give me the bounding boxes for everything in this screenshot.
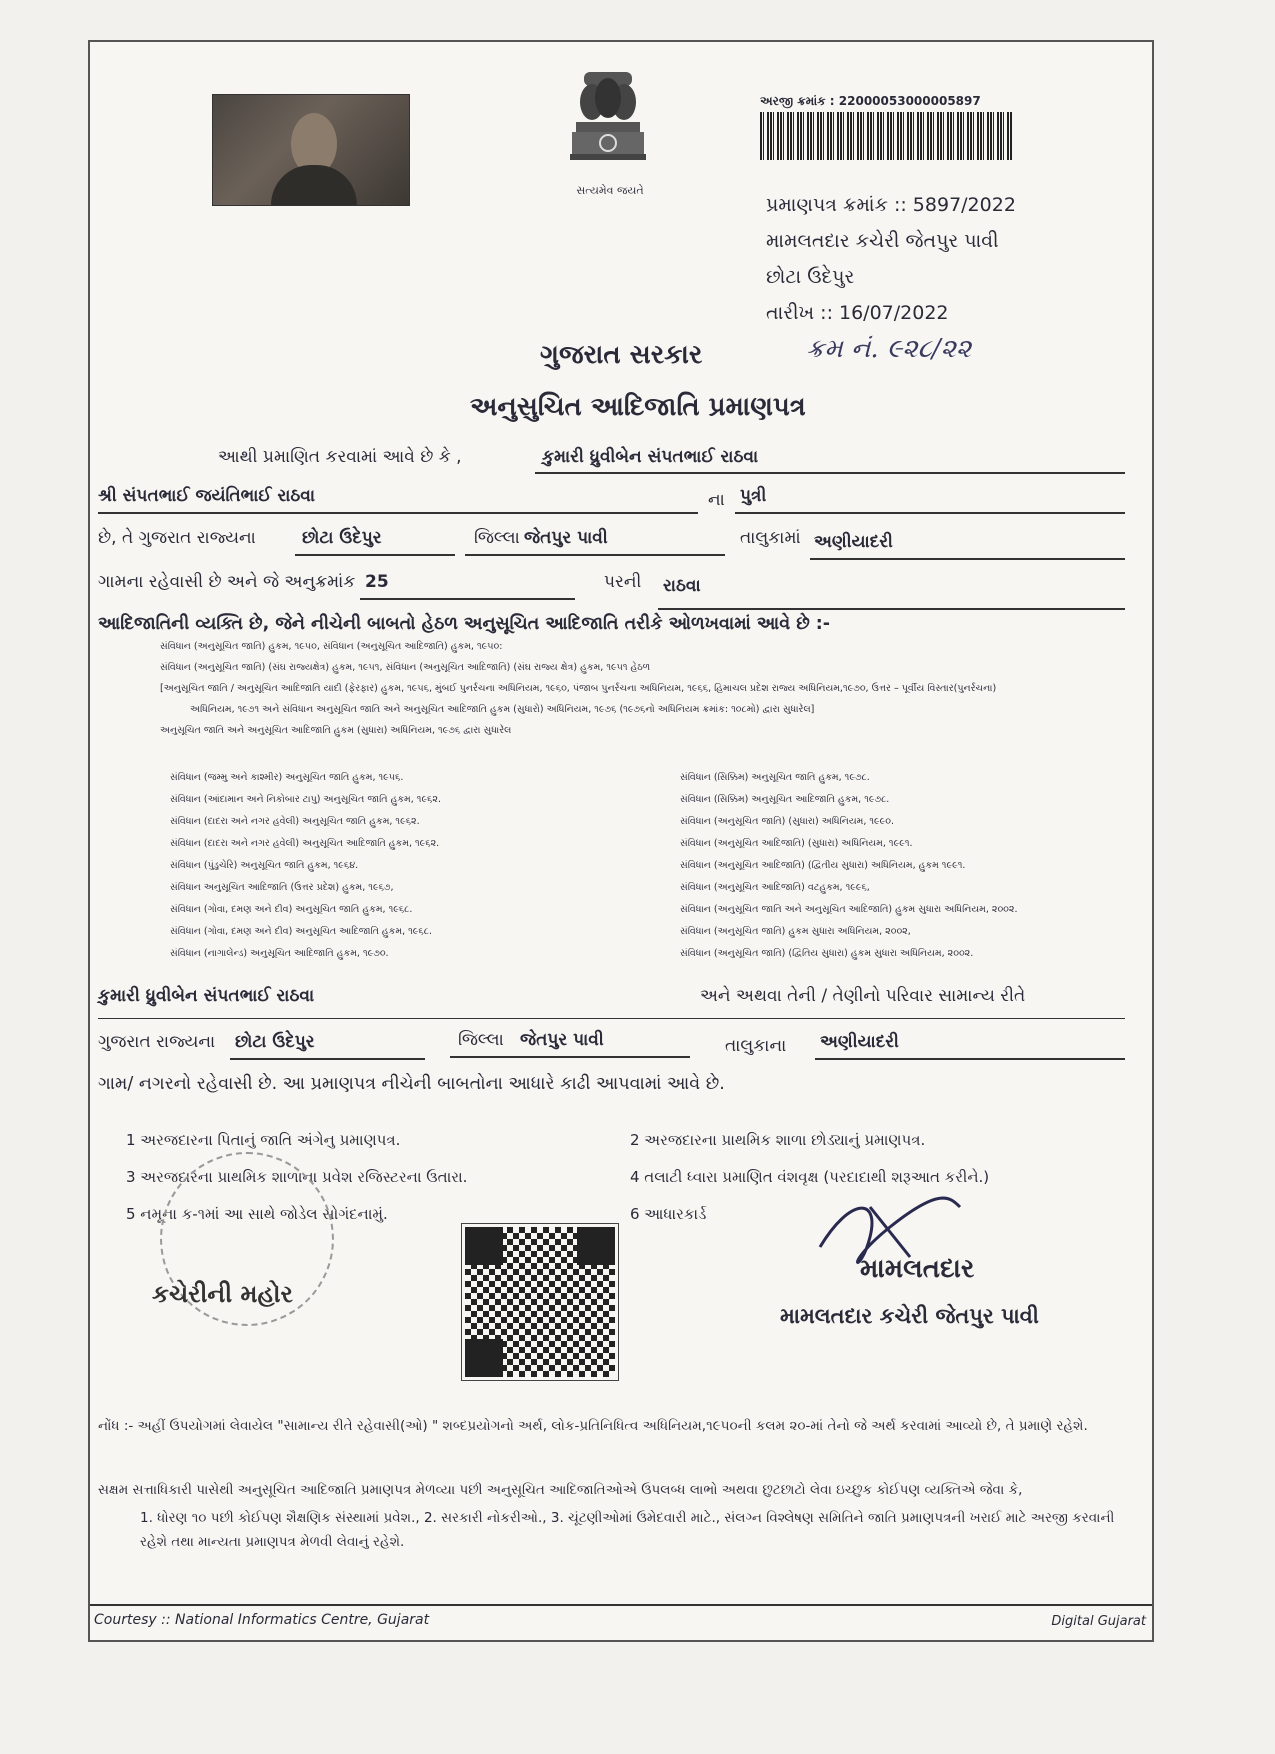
- village: અણીયાદરી: [814, 532, 893, 552]
- taluka: જેતપુર પાવી: [524, 528, 608, 548]
- recognition-text: આદિજાતિની વ્યક્તિ છે, જેને નીચેની બાબતો હેઠળ અનુસૂચિત આદિજાતિ તરીકે ઓળખવામાં આવે છે :-: [98, 614, 831, 634]
- list-item: સંવિધાન (નાગાલેન્ડ) અનુસૂચિત આદિજાતિ હુકમ, ૧૯૭૦.: [170, 948, 389, 959]
- qr-code: [462, 1224, 618, 1380]
- barcode: [760, 112, 1012, 160]
- taluka2-label: તાલુકાના: [725, 1036, 787, 1056]
- orders-left: [170, 767, 441, 965]
- district2-label: જિલ્લા: [458, 1030, 504, 1050]
- list-item: સંવિધાન (સિક્કિમ) અનુસૂચિત જાતિ હુકમ, ૧૯૭૮.: [680, 772, 870, 783]
- tribe-name: રાઠવા: [663, 576, 701, 596]
- office-name: મામલતદાર કચેરી જેતપુર પાવી: [766, 230, 999, 252]
- certificate-page: [88, 40, 1154, 1642]
- serial-number: 25: [365, 572, 389, 592]
- courtesy-text: Courtesy :: National Informatics Centre, Gujarat: [94, 1612, 430, 1628]
- seal-text: કચેરીની મહોર: [152, 1280, 293, 1308]
- na-label: ના: [708, 490, 725, 510]
- state-prefix: છે, તે ગુજરાત રાજ્યના: [98, 528, 256, 548]
- list-item: સંવિધાન (સિક્કિમ) અનુસૂચિત આદિજાતિ હુકમ, ૧૯૭૮.: [680, 794, 890, 805]
- list-item: સંવિધાન (દાદરા અને નગર હવેલી) અનુસૂચિત આદિજાતિ હુકમ, ૧૯૬૨.: [170, 838, 440, 849]
- office-district: છોટા ઉદેપુર: [766, 266, 855, 288]
- list-item: સંવિધાન (ગોવા, દમણ અને દીવ) અનુસૂચિત આદિજાતિ હુકમ, ૧૯૬૮.: [170, 926, 432, 937]
- state2-prefix: ગુજરાત રાજ્યના: [98, 1032, 216, 1052]
- basis-text: ગામ/ નગરનો રહેવાસી છે. આ પ્રમાણપત્ર નીચેની બાબતોના આધારે કાઢી આપવામાં આવે છે.: [98, 1074, 725, 1094]
- list-item: સંવિધાન (પુંડુચેરિ) અનુસૂચિત જાતિ હુકમ, ૧૯૬૪.: [170, 860, 359, 871]
- list-item: 4 તલાટી ધ્વારા પ્રમાણિત વંશવૃક્ષ (પરદાદાથી શરૂઆત કરીને.): [630, 1168, 990, 1186]
- taluka-2: જેતપુર પાવી: [520, 1030, 604, 1050]
- note-purposes: 1. ધોરણ ૧૦ પછી કોઈપણ શૈક્ષણિક સંસ્થામાં પ્રવેશ., 2. સરકારી નોકરીઓ., 3. ચૂંટણીઓમાં ઉમેદવારી માટે., સંલગ્ન વિશ્લેષણ સમિતિને જાતિ પ્રમાણપત્રની ખરાઈ માટે અરજી કરવાની રહેશે તથા માન્યતા પ્રમાણપત્ર મેળવી લેવાનું રહેશે.: [140, 1510, 1115, 1550]
- list-item: 6 આધારકાર્ડ: [630, 1205, 707, 1223]
- legal-ref-4: અધિનિયમ, ૧૯૭૧ અને સંવિધાન અનુસૂચિત જાતિ અને અનુસૂચિત આદિજાતિ હુકમ (સુધારો) અધિનિયમ, ૧૯૭૬ (૧૯૭૬નો અધિનિયમ ક્રમાંક: ૧૦૮મો) દ્વારા સુધારેલ]: [190, 704, 815, 715]
- national-emblem-icon: [564, 66, 652, 178]
- village-2: અણીયાદરી: [820, 1032, 899, 1052]
- list-item: 1 અરજદારના પિતાનું જાતિ અંગેનુ પ્રમાણપત્ર.: [126, 1131, 401, 1149]
- list-item: સંવિધાન (ગોવા, દમણ અને દીવ) અનુસૂચિત જાતિ હુકમ, ૧૯૬૮.: [170, 904, 413, 915]
- district-label: જિલ્લા: [474, 528, 520, 548]
- emblem-motto: સત્યમેવ જયતે: [576, 184, 644, 197]
- list-item: 5 નમૂના ક-૧માં આ સાથે જોડેલ સોગંદનામું.: [126, 1205, 388, 1223]
- list-item: સંવિધાન (અનુસૂચિત જાતિ) (દ્વિતિય સુધારા) હુકમ સુધારા અધિનિયમ, ૨૦૦૨.: [680, 948, 974, 959]
- list-item: સંવિધાન (અનુસૂચિત જાતિ) (સુધારા) અધિનિયમ, ૧૯૯૦.: [680, 816, 895, 827]
- district: છોટા ઉદેપુર: [302, 528, 382, 548]
- list-item: સંવિધાન (આંદામાન અને નિકોબાર ટાપુ) અનુસૂચિત જાતિ હુકમ, ૧૯૬૨.: [170, 794, 441, 805]
- list-item: સંવિધાન (અનુસૂચિત આદિજાતિ) (સુધારા) અધિનિયમ, ૧૯૯૧.: [680, 838, 913, 849]
- applicant-photo: [212, 94, 410, 206]
- applicant-name: કુમારી ધ્રુવીબેન સંપતભાઈ રાઠવા: [542, 447, 759, 467]
- list-item: સંવિધાન (અનુસૂચિત આદિજાતિ) (દ્વિતીય સુધારા) અધિનિયમ, હુકમ ૧૯૯૧.: [680, 860, 966, 871]
- certificate-number: પ્રમાણપત્ર ક્રમાંક :: 5897/2022: [766, 194, 1016, 216]
- family-text: અને અથવા તેની / તેણીનો પરિવાર સામાન્ય રીતે: [700, 986, 1026, 1006]
- digital-gujarat-brand: Digital Gujarat: [1051, 1614, 1146, 1629]
- certificate-title: અનુસુચિત આદિજાતિ પ્રમાણપત્ર: [470, 392, 806, 422]
- note-validation: સક્ષમ સત્તાધિકારી પાસેથી અનુસૂચિત આદિજાતિ પ્રમાણપત્ર મેળવ્યા પછી અનુસૂચિત આદિજાતિઓએ ઉપલબ્ધ લાભો અથવા છુટછાટો લેવા ઇચ્છુક કોઈપણ વ્યક્તિએ જેવા કે,: [98, 1482, 1023, 1498]
- list-item: 2 અરજદારના પ્રાથમિક શાળા છોડ્યાનું પ્રમાણપત્ર.: [630, 1131, 926, 1149]
- district-2: છોટા ઉદેપુર: [235, 1032, 315, 1052]
- list-item: 3 અરજદારના પ્રાથમિક શાળાના પ્રવેશ રજિસ્ટરના ઉતારા.: [126, 1168, 468, 1186]
- government-title: ગુજરાત સરકાર: [540, 340, 703, 370]
- taluka-label: તાલુકામાં: [740, 528, 801, 548]
- list-item: સંવિધાન (દાદરા અને નગર હવેલી) અનુસૂચિત જાતિ હુકમ, ૧૯૬૨.: [170, 816, 420, 827]
- signatory-office: મામલતદાર કચેરી જેતપુર પાવી: [780, 1304, 1039, 1328]
- orders-right: [680, 767, 1018, 965]
- resident-prefix: ગામના રહેવાસી છે અને જે અનુક્રમાંક: [98, 572, 356, 592]
- legal-ref-3: [અનુસૂચિત જાતિ / અનુસૂચિત આદિજાતિ યાદી (ફેરફાર) હુકમ, ૧૯૫૬, મુંબઈ પુનર્રચના અધિનિયમ, ૧૯૬૦, પંજાબ પુનર્રચના અધિનિયમ, ૧૯૬૬, હિમાચલ પ્રદેશ રાજ્ય અધિનિયમ,૧૯૭૦, ઉત્તર – પૂર્વીય વિસ્તાર(પુનર્રચના): [160, 683, 997, 694]
- certify-prefix: આથી પ્રમાણિત કરવામાં આવે છે કે ,: [218, 447, 462, 467]
- list-item: સંવિધાન (અનુસૂચિત જાતિ અને અનુસૂચિત આદિજાતિ) હુકમ સુધારા અધિનિયમ, ૨૦૦૨.: [680, 904, 1018, 915]
- applicant-name-2: કુમારી ધ્રુવીબેન સંપતભાઈ રાઠવા: [98, 986, 315, 1006]
- par-ni-label: પરની: [604, 572, 642, 592]
- signatory-title: મામલતદાર: [860, 1254, 975, 1284]
- legal-ref-1: સંવિધાન (અનુસૂચિત જાતિ) હુકમ, ૧૯૫૦, સંવિધાન (અનુસૂચિત આદિજાતિ) હુકમ, ૧૯૫૦:: [160, 641, 503, 652]
- application-number: અરજી ક્રમાંક : 22000053000005897: [760, 94, 981, 108]
- relation: પુત્રી: [740, 486, 767, 506]
- list-item: સંવિધાન (અનુસૂચિત જાતિ) હુકમ સુધારા અધિનિયમ, ૨૦૦૨,: [680, 926, 911, 937]
- list-item: સંવિધાન (અનુસૂચિત આદિજાતિ) વટહુકમ, ૧૯૯૬,: [680, 882, 870, 893]
- list-item: સંવિધાન (જમ્મુ અને કાશ્મીર) અનુસૂચિત જાતિ હુકમ, ૧૯૫૬.: [170, 772, 404, 783]
- legal-ref-2: સંવિધાન (અનુસૂચિત જાતિ) (સંઘ રાજ્યક્ષેત્ર) હુકમ, ૧૯૫૧, સંવિધાન (અનુસૂચિત આદિજાતિ) (સંઘ રાજ્ય ક્ષેત્ર) હુકમ, ૧૯૫૧ હેઠળ: [160, 662, 651, 673]
- father-name: શ્રી સંપતભાઈ જયંતિભાઈ રાઠવા: [98, 486, 316, 506]
- legal-ref-5: અનુસૂચિત જાતિ અને અનુસૂચિત આદિજાતિ હુકમ (સુધારા) અધિનિયમ, ૧૯૭૬ દ્વારા સુધારેલ: [160, 725, 512, 736]
- handwritten-ref: ક્રમ નં. ૯૨૮/૨૨: [806, 334, 972, 364]
- list-item: સંવિધાન અનુસૂચિત આદિજાતિ (ઉત્તર પ્રદેશ) હુકમ, ૧૯૬૭,: [170, 882, 394, 893]
- note-usual-resident: નોંધ :- અહીં ઉપયોગમાં લેવાયેલ "સામાન્ય રીતે રહેવાસી(ઓ) " શબ્દપ્રયોગનો અર્થ, લોક-પ્રતિનિધિત્વ અધિનિયમ,૧૯૫૦ની કલમ ૨૦-માં તેનો જે અર્થ કરવામાં આવ્યો છે, તે પ્રમાણે રહેશે.: [98, 1418, 1088, 1434]
- issue-date: તારીખ :: 16/07/2022: [766, 302, 949, 324]
